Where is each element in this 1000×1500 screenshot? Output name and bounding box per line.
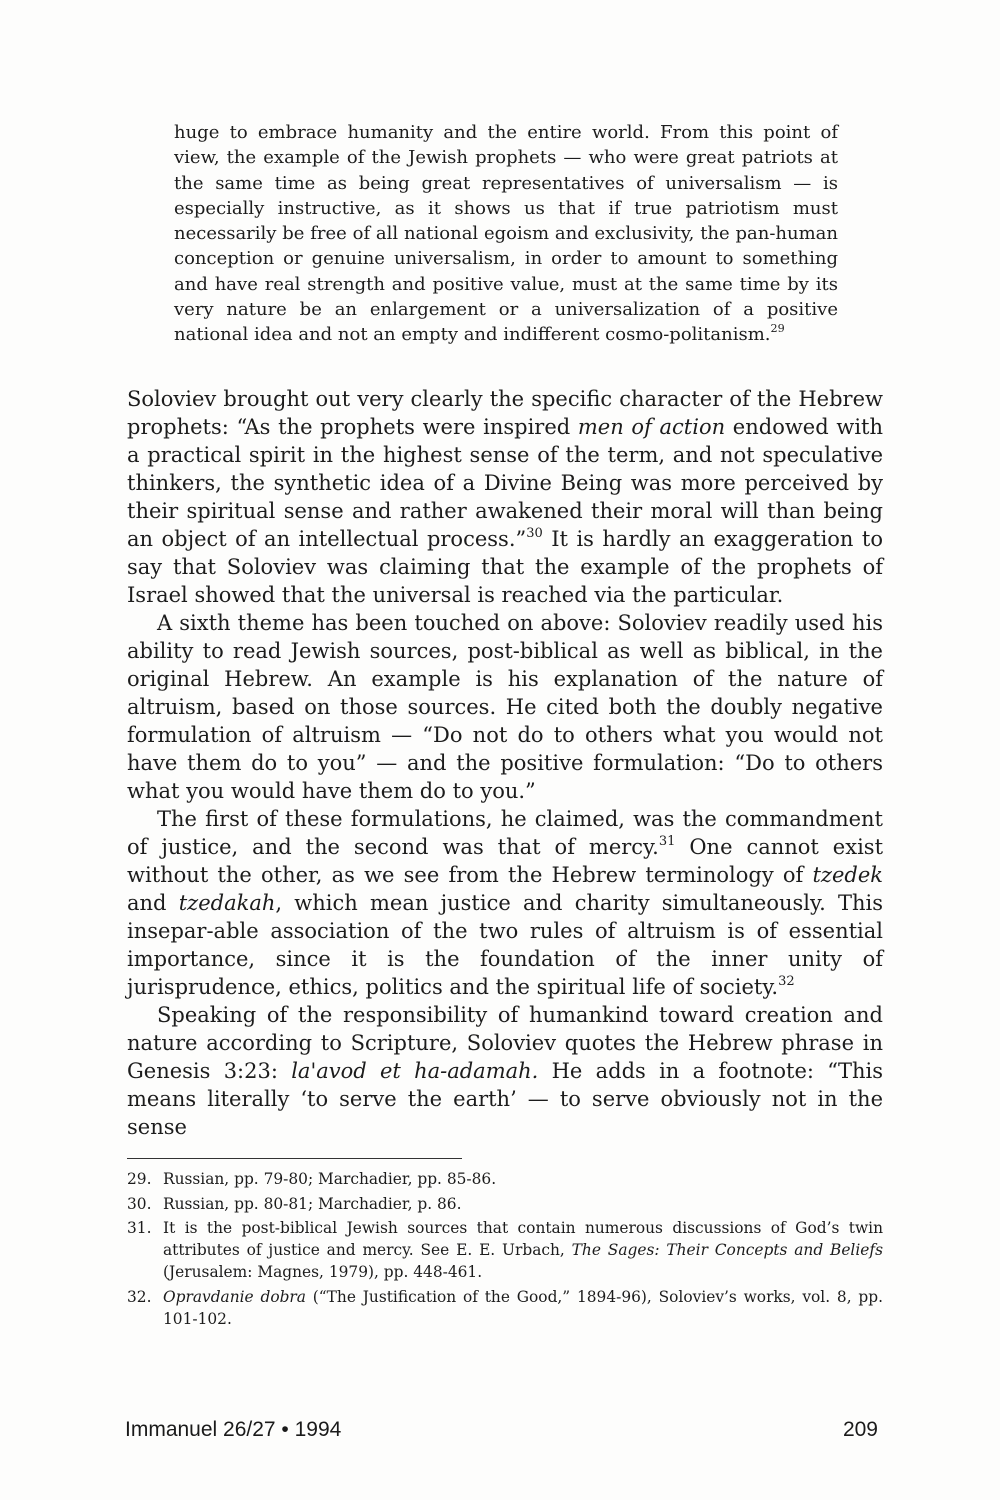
- block-quote: [174, 120, 838, 348]
- text-run: One cannot exist without the other, as we see from the Hebrew terminology of: [127, 835, 884, 887]
- text-run: , which mean justice and charity simultaneously. This insepar-able association of the two rules of altruism is of essential importance, since it is the foundation of the inner unity of jurisprudence, ethics, politics and the spiritual life of society.: [127, 891, 883, 999]
- text-run: and: [127, 891, 179, 915]
- text-run: endowed with a practical spirit in the highest sense of the term, and not speculative thinkers, the synthetic idea of a Divine Being was more perceived by their spiritual sense and rather awakened their moral will than being an object of an intellectual process.”: [127, 415, 884, 551]
- text-run: It is hardly an exaggeration to say that Soloviev was claiming that the example of the prophets of Israel showed that the universal is reached via the particular.: [127, 527, 883, 607]
- footnote-ref-31: 31: [658, 833, 676, 849]
- text-run: (Jerusalem: Magnes, 1979), pp. 448-461.: [163, 1263, 483, 1281]
- paragraph-responsibility: [127, 1001, 883, 1141]
- footnote-text: Russian, pp. 79-80; Marchadier, pp. 85-86.: [163, 1170, 497, 1188]
- page-number: 209: [842, 1418, 878, 1441]
- footnote-ref-29: 29: [770, 322, 785, 336]
- footnote-29: [127, 1168, 883, 1190]
- footnote-32: [127, 1286, 883, 1330]
- italic-term: tzedakah: [178, 891, 276, 915]
- footnote-ref-30: 30: [526, 525, 543, 541]
- text-run: Speaking of the responsibility of humankind toward creation and nature according to Scripture, Soloviev quotes the Hebrew phrase in Genesis 3:23:: [127, 1003, 883, 1083]
- footnote-number: 31.: [127, 1219, 152, 1237]
- paragraph-sixth-theme: [127, 609, 883, 805]
- footnote-ref-32: 32: [778, 973, 795, 989]
- footnote-30: [127, 1193, 883, 1215]
- footnotes: [127, 1168, 883, 1332]
- text-run: He adds in a footnote: “This means literally ‘to serve the earth’ — to serve obviously not in the sense: [127, 1059, 884, 1139]
- italic-phrase: men of action: [577, 415, 726, 439]
- text-run: (“The Justification of the Good,” 1894-96), Soloviev’s works, vol. 8, pp. 101-102.: [163, 1287, 883, 1328]
- book-title: Opravdanie dobra: [163, 1287, 306, 1306]
- block-quote-text: huge to embrace humanity and the entire world. From this point of view, the example of the Jewish prophets — who were great patriots at the same time as being great representatives of universalism — is especially instructive, as it shows us that if true patriotism must necessarily be free of all national egoism and exclusivity, the pan-human conception or genuine universalism, in order to amount to something and have real strength and positive value, must at the same time by its very nature be an enlargement or a universalization of a positive national idea and not an empty and indifferent cosmo-politanism.: [174, 122, 838, 346]
- footnote-text: [163, 1217, 883, 1283]
- footnote-number: 30.: [127, 1194, 152, 1213]
- footnote-text: [163, 1286, 883, 1330]
- footnote-31: [127, 1217, 883, 1283]
- text-run: The first of these formulations, he claimed, was the commandment of justice, and the second was that of mercy.: [127, 807, 883, 859]
- paragraph-prophets: [127, 385, 883, 609]
- text-run: Soloviev brought out very clearly the specific character of the Hebrew prophets: “As the prophets were inspired: [127, 387, 883, 439]
- book-title: The Sages: Their Concepts and Beliefs: [571, 1241, 883, 1259]
- journal-footer: Immanuel 26/27 • 1994: [125, 1418, 342, 1441]
- footnote-number: 32.: [127, 1287, 152, 1306]
- text-run: It is the post-biblical Jewish sources that contain numerous discussions of God’s twin attributes of justice and mercy. See E. E. Urbach,: [163, 1219, 883, 1259]
- paragraph-formulations: [127, 805, 883, 1001]
- footnote-number: 29.: [127, 1170, 152, 1188]
- italic-hebrew-phrase: la'avod et ha-adamah.: [291, 1059, 539, 1083]
- footnote-text: Russian, pp. 80-81; Marchadier, p. 86.: [163, 1194, 462, 1213]
- italic-term: tzedek: [812, 863, 883, 887]
- text-run: A sixth theme has been touched on above: Soloviev readily used his ability to read Jewish sources, post-biblical as well as biblical, in the original Hebrew. An example is his explanation of the nature of altruism, based on those sources. He cited both the doubly negative formulation of altruism — “Do not do to others what you would not have them do to you” — and the positive formulation: “Do to others what you would have them do to you.”: [127, 611, 883, 803]
- body-text: [127, 385, 883, 1141]
- footnote-divider: [127, 1158, 462, 1159]
